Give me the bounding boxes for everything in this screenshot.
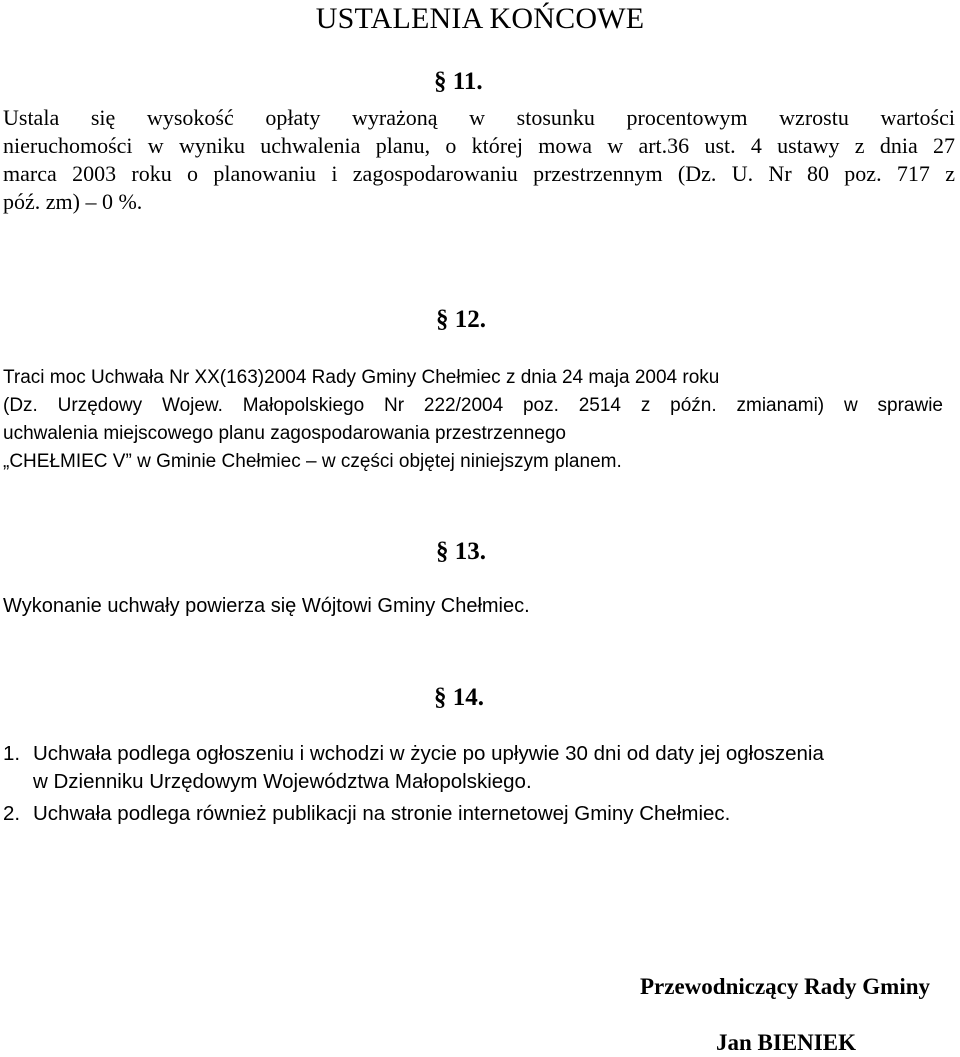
section-14-item-2: [3, 800, 730, 828]
item-line: Uchwała podlega również publikacji na stronie internetowej Gminy Chełmiec.: [33, 802, 731, 825]
item-line: Uchwała podlega ogłoszeniu i wchodzi w życie po upływie 30 dni od daty jej ogłoszenia: [33, 742, 824, 765]
section-12-number: § 12.: [436, 306, 486, 333]
section-12-line: (Dz. Urzędowy Wojew. Małopolskiego Nr 222/2004 poz. 2514 z późn. zmianami) w sprawie: [3, 395, 943, 416]
section-14-number: § 14.: [434, 684, 484, 711]
item-number: 2.: [3, 802, 21, 825]
section-12-body: [3, 364, 943, 476]
section-11-line: marca 2003 roku o planowaniu i zagospodarowaniu przestrzennym (Dz. U. Nr 80 poz. 717 z: [3, 161, 955, 186]
section-11-line: Ustala się wysokość opłaty wyrażoną w stosunku procentowym wzrostu wartości: [3, 105, 955, 130]
signature-title: Przewodniczący Rady Gminy: [640, 974, 931, 999]
section-13-body: [3, 592, 955, 620]
section-12-line: uchwalenia miejscowego planu zagospodarowania przestrzennego: [3, 423, 566, 444]
item-number: 1.: [3, 742, 21, 765]
section-13-number: § 13.: [436, 538, 486, 565]
signature-name: Jan BIENIEK: [716, 1030, 856, 1055]
section-14-item-1: [3, 740, 824, 796]
section-11-line: nieruchomości w wyniku uchwalenia planu, o której mowa w art.36 ust. 4 ustawy z dnia 27: [3, 133, 955, 158]
section-11-number: § 11.: [434, 68, 483, 95]
section-13-line: Wykonanie uchwały powierza się Wójtowi Gminy Chełmiec.: [3, 595, 530, 617]
section-11-line: póź. zm) – 0 %.: [3, 189, 143, 214]
section-12-line: Traci moc Uchwała Nr XX(163)2004 Rady Gminy Chełmiec z dnia 24 maja 2004 roku: [3, 367, 720, 388]
section-11-body: [3, 104, 955, 216]
page-title: USTALENIA KOŃCOWE: [315, 2, 645, 35]
item-line: w Dzienniku Urzędowym Województwa Małopolskiego.: [33, 770, 532, 793]
section-12-line: „CHEŁMIEC V” w Gminie Chełmiec – w części objętej niniejszym planem.: [3, 451, 622, 472]
